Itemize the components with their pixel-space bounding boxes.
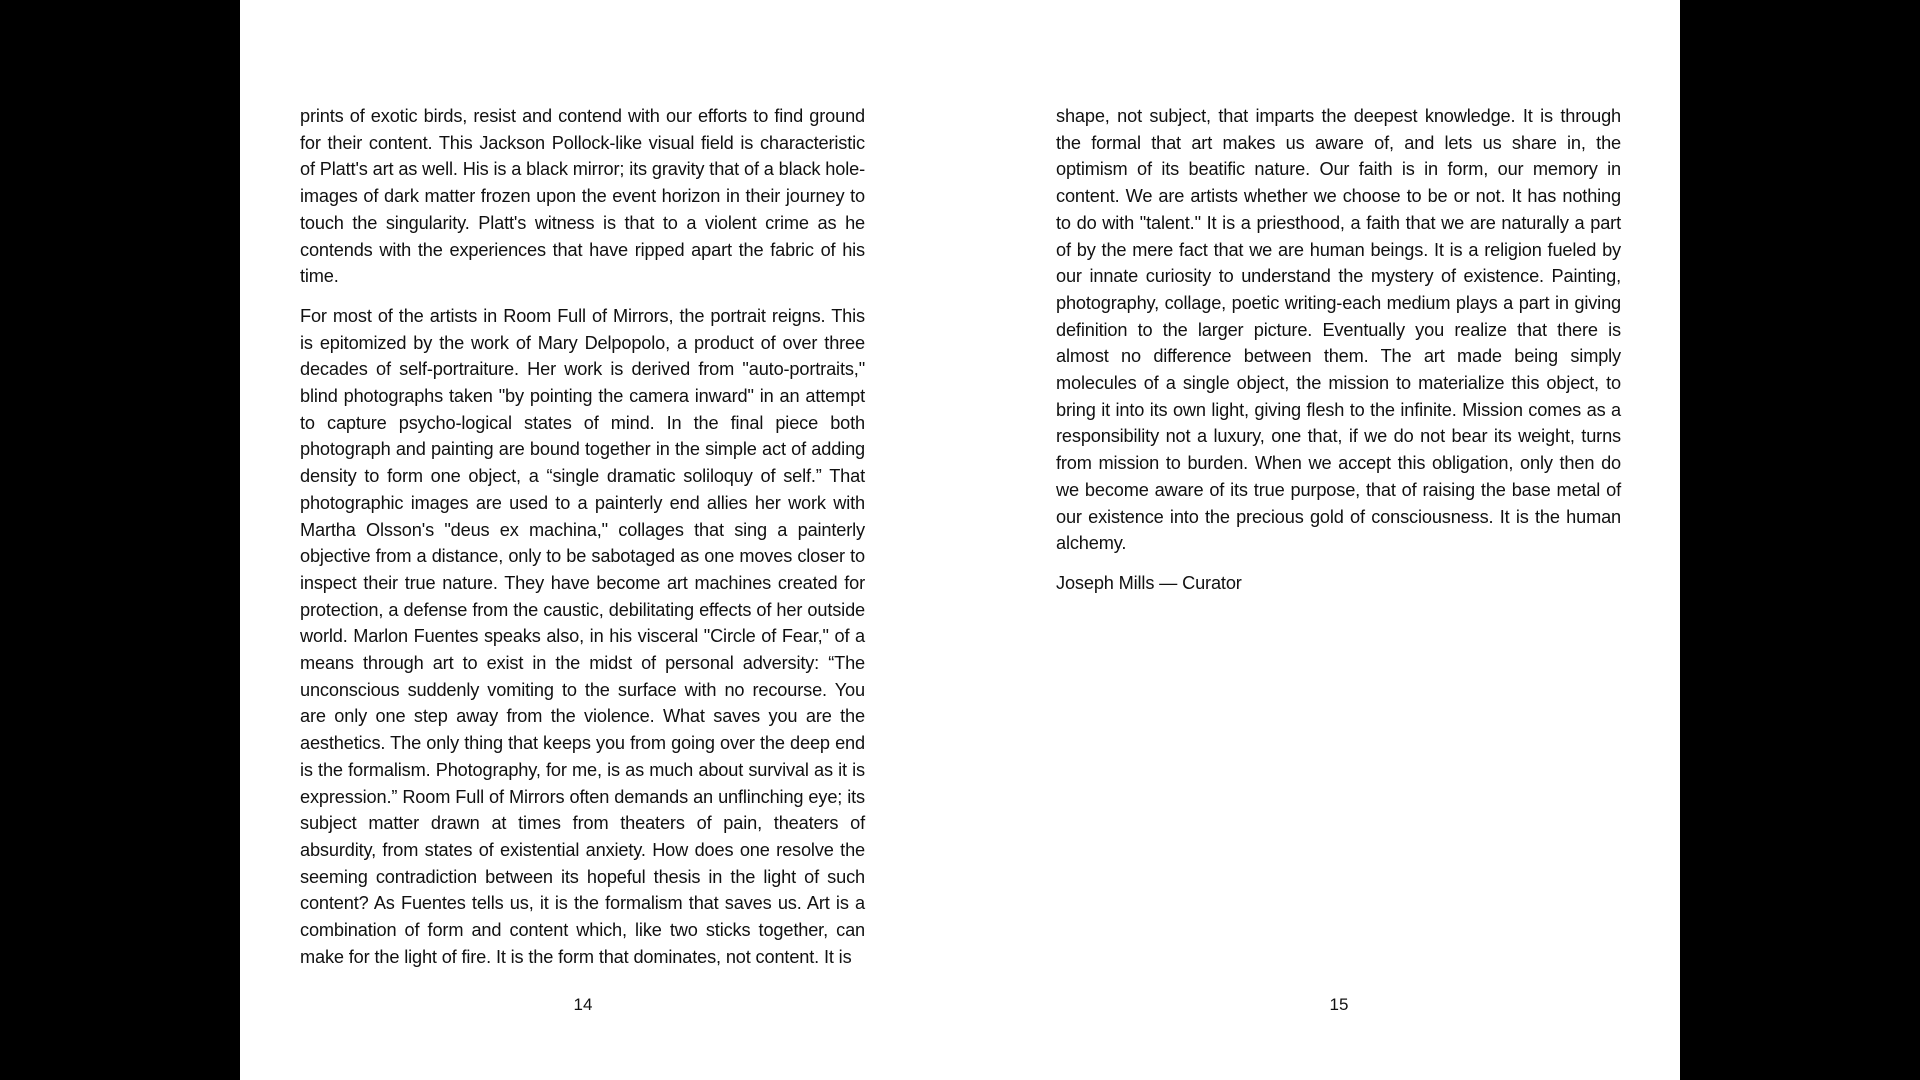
left-paragraph-1: prints of exotic birds, resist and contend with our efforts to find ground for their content. This Jackson Pollock-like visual field is characteristic of Platt's art as well. His is a black mirror; its gravity that of a black hole-images of dark matter frozen upon the event horizon in their journey to touch the singularity. Platt's witness is that to a violent crime as he contends with the experiences that have ripped apart the fabric of his time. xyxy=(300,106,865,287)
book-spread xyxy=(240,0,1680,1080)
left-page-text xyxy=(300,103,865,984)
right-page-text xyxy=(1056,103,1621,610)
right-page-number: 15 xyxy=(1329,995,1349,1014)
right-paragraph-1: shape, not subject, that imparts the deepest knowledge. It is through the formal that art makes us aware of, and lets us share in, the optimism of its beatific nature. Our faith is in form, our memory in content. We are artists whether we choose to be or not. It has nothing to do with "talent." It is a priesthood, a faith that we are naturally a part of by the mere fact that we are human beings. It is a religion fueled by our innate curiosity to understand the mystery of existence. Painting, photography, collage, poetic writing-each medium plays a part in giving definition to the larger picture. Eventually you realize that there is almost no difference between them. The art made being simply molecules of a single object, the mission to materialize this object, to bring it into its own light, giving flesh to the infinite. Mission comes as a responsibility not a luxury, one that, if we do not bear its weight, turns from mission to burden. When we accept this obligation, only then do we become aware of its true purpose, that of raising the base metal of our existence into the precious gold of consciousness. It is the human alchemy. xyxy=(1056,106,1621,554)
left-paragraph-2: For most of the artists in Room Full of Mirrors, the portrait reigns. This is epitomized by the work of Mary Delpopolo, a product of over three decades of self-portraiture. Her work is derived from "auto-portraits," blind photographs taken "by pointing the camera inward" in an attempt to capture psycho-logical states of mind. In the final piece both photograph and painting are bound together in the simple act of adding density to form one object, a “single dramatic soliloquy of self.” That photographic images are used to a painterly end allies her work with Martha Olsson's "deus ex machina," collages that sing a painterly objective from a distance, only to be sabotaged as one moves closer to inspect their true nature. They have become art machines created for protection, a defense from the caustic, debilitating effects of her outside world. Marlon Fuentes speaks also, in his visceral "Circle of Fear," of a means through art to exist in the midst of personal adversity: “The unconscious suddenly vomiting to the surface with no recourse. You are only one step away from the violence. What saves you are the aesthetics. The only thing that keeps you from going over the deep end is the formalism. Photography, for me, is as much about survival as it is expression.” Room Full of Mirrors often demands an unflinching eye; its subject matter drawn at times from theaters of pain, theaters of absurdity, from states of existential anxiety. How does one resolve the seeming contradiction between its hopeful thesis in the light of such content? As Fuentes tells us, it is the formalism that saves us. Art is a combination of form and content which, like two sticks together, can make for the light of fire. It is the form that dominates, not content. It is xyxy=(300,305,865,967)
curator-signature: Joseph Mills — Curator xyxy=(1056,572,1242,593)
left-page-number: 14 xyxy=(573,995,593,1014)
